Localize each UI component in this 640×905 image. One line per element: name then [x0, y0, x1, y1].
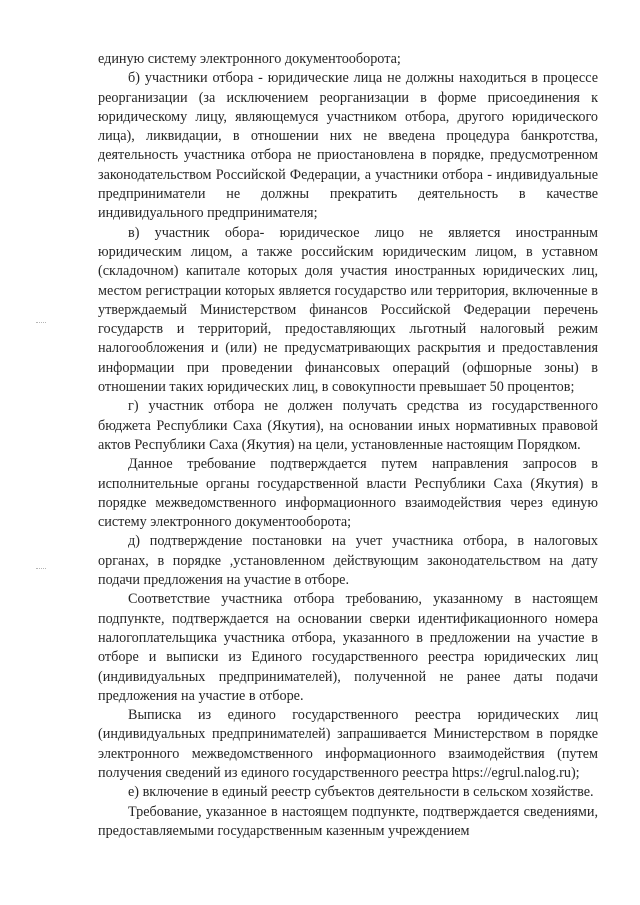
paragraph-requirement-confirmation: Данное требование подтверждается путем направления запросов в исполнительные органы государственной власти Республики Саха (Якутия) в порядке межведомственного информационного взаимодействия через единую систему электронного документооборота;	[98, 456, 598, 531]
paragraph-registry-extract: Выписка из единого государственного реестра юридических лиц (индивидуальных предпринимателей) запрашивается Министерством в порядке электронного межведомственного информационного взаимодействия (путем получения сведений из единого государственного реестра https://egrul.nalog.ru);	[98, 707, 598, 781]
paragraph-item-d: д) подтверждение постановки на учет участника отбора, в налоговых органах, в порядке ,установленном действующим законодательством на дату подачи предложения на участие в отборе.	[98, 533, 598, 589]
paragraph-item-b: б) участники отбора - юридические лица не должны находиться в процессе реорганизации (за исключением реорганизации в форме присоединения к юридическому лицу, являющемуся участником отбора, другого юридического лица), ликвидации, в отношении них не введена процедура банкротства, деятельность участника отбора не приостановлена в порядке, предусмотренном законодательством Российской Федерации, а участники отбора - индивидуальные предприниматели не должны прекратить деятельность в качестве индивидуального предпринимателя;	[98, 70, 598, 222]
paragraph-compliance: Соответствие участника отбора требованию, указанному в настоящем подпункте, подтверждается на основании сверки идентификационного номера налогоплательщика участника отбора, указанного в предложении на участие в отборе и выписки из Единого государственного реестра юридических лиц (индивидуальных предпринимателей), полученной не ранее даты подачи предложения на участие в отборе.	[98, 591, 598, 704]
paragraph-requirement-evidence: Требование, указанное в настоящем подпункте, подтверждается сведениями, предоставляемыми государственным казенным учреждением	[98, 803, 598, 839]
margin-mark	[36, 322, 46, 324]
margin-mark	[36, 568, 46, 570]
paragraph-item-e: е) включение в единый реестр субъектов деятельности в сельском хозяйстве.	[128, 784, 594, 801]
paragraph-item-v: в) участник обора- юридическое лицо не является иностранным юридическим лицом, а также российским юридическим лицом, в уставном (складочном) капитале которых доля участия иностранных юридических лиц, местом регистрации которых является государство или территория, включенные в утверждаемый Министерством финансов Российской Федерации перечень государств и территорий, предоставляющих льготный налоговый режим налогообложения и (или) не предусматривающих раскрытия и предоставления информации при проведении финансовых операций (офшорные зоны) в отношении таких юридических лиц, в совокупности превышает 50 процентов;	[98, 224, 598, 396]
paragraph-continuation: единую систему электронного документооборота;	[98, 51, 401, 67]
document-body	[98, 50, 598, 841]
paragraph-item-g: г) участник отбора не должен получать средства из государственного бюджета Республики Саха (Якутия), на основании иных нормативных правовой актов Республики Саха (Якутия) на цели, установленные настоящим Порядком.	[98, 398, 598, 453]
